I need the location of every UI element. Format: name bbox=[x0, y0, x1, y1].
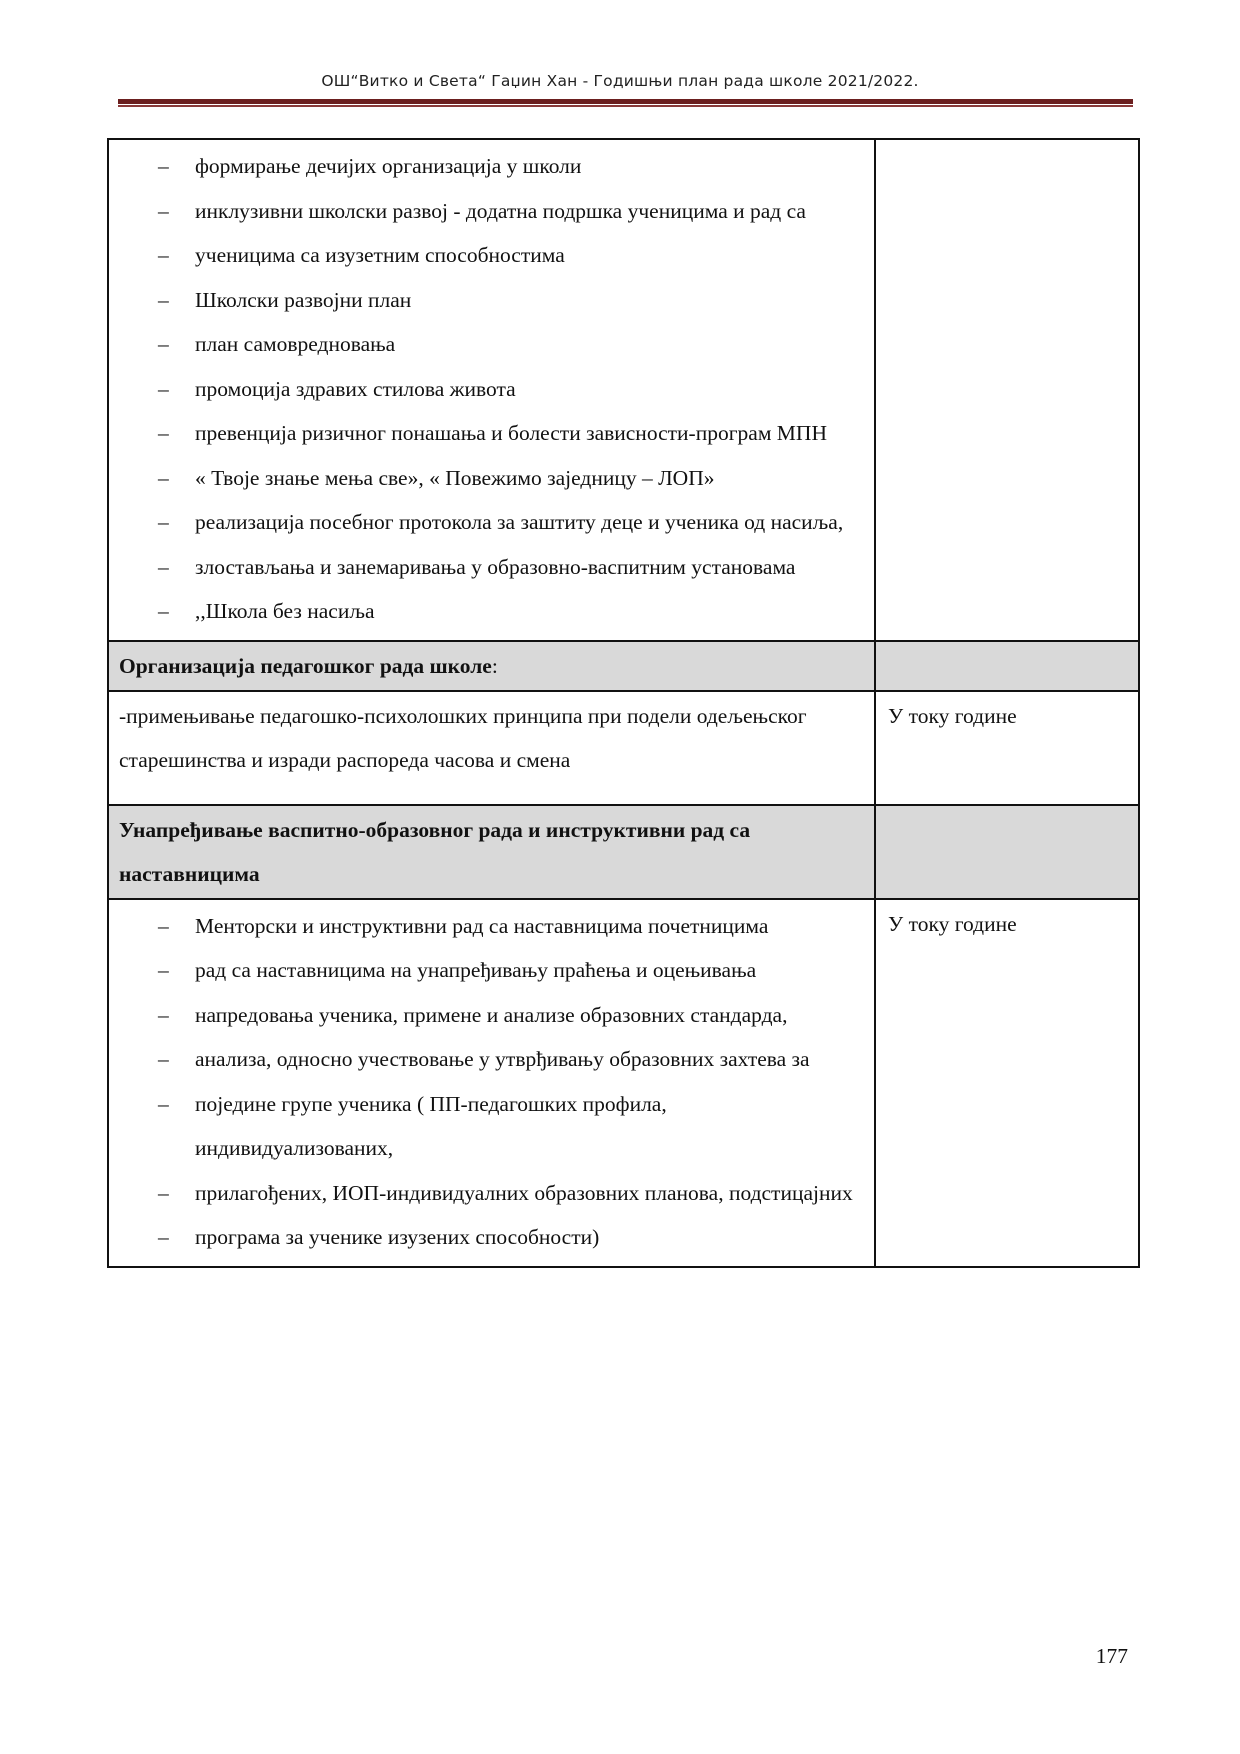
list-item: – Менторски и инструктивни рад са наставницима почетницима bbox=[109, 904, 874, 949]
section-heading-row bbox=[108, 805, 1139, 899]
list-item: – план самовредновања bbox=[109, 322, 874, 367]
section-body: -примењивање педагошко-психолошких принципа при подели одељењског старешинства и изради распореда часова и смена bbox=[108, 691, 875, 805]
section-heading-blank bbox=[875, 805, 1139, 899]
section-heading: Организација педагошког рада школе: bbox=[108, 641, 875, 691]
section-heading: Унапређивање васпитно-образовног рада и инструктивни рад са наставницима bbox=[108, 805, 875, 899]
list-item: – Школски развојни план bbox=[109, 278, 874, 323]
list-item: – програма за ученике изузених способности) bbox=[109, 1215, 874, 1260]
list-item: – прилагођених, ИОП-индивидуалних образовних планова, подстицајних bbox=[109, 1171, 874, 1216]
list-item: – « Твоје знање мења све», « Повежимо заједницу – ЛОП» bbox=[109, 456, 874, 501]
list-item: – ученицима са изузетним способностима bbox=[109, 233, 874, 278]
list-item: – напредовања ученика, примене и анализе образовних стандарда, bbox=[109, 993, 874, 1038]
activity-list bbox=[109, 140, 874, 640]
activities-cell bbox=[108, 899, 875, 1267]
page-number: 177 bbox=[1095, 1644, 1128, 1668]
list-item: – рад са наставницима на унапређивању праћења и оцењивања bbox=[109, 948, 874, 993]
list-item: – злостављања и занемаривања у образовно-васпитним установама bbox=[109, 545, 874, 590]
activities-cell bbox=[108, 139, 875, 641]
list-item: – инклузивни школски развој - додатна подршка ученицима и рад са bbox=[109, 189, 874, 234]
list-item: – ,,Школа без насиља bbox=[109, 589, 874, 634]
activity-list bbox=[109, 900, 874, 1266]
time-cell: У току године bbox=[875, 899, 1139, 1267]
header-rule bbox=[118, 99, 1133, 109]
plan-table bbox=[107, 138, 1140, 1268]
list-item: – промоција здравих стилова живота bbox=[109, 367, 874, 412]
list-item: – формирање дечијих организација у школи bbox=[109, 144, 874, 189]
section-heading-row bbox=[108, 641, 1139, 691]
table-row bbox=[108, 899, 1139, 1267]
list-item: – анализа, односно учествовање у утврђивању образовних захтева за bbox=[109, 1037, 874, 1082]
section-heading-blank bbox=[875, 641, 1139, 691]
list-item: – поједине групе ученика ( ПП-педагошких профила, индивидуализованих, bbox=[109, 1082, 874, 1171]
document-header: ОШ“Витко и Света“ Гаџин Хан - Годишњи план рада школе 2021/2022. bbox=[321, 72, 919, 90]
table-row bbox=[108, 691, 1139, 805]
time-cell: У току године bbox=[875, 691, 1139, 805]
table-row bbox=[108, 139, 1139, 641]
list-item: – реализација посебног протокола за заштиту деце и ученика од насиља, bbox=[109, 500, 874, 545]
time-cell bbox=[875, 139, 1139, 641]
list-item: – превенција ризичног понашања и болести зависности-програм МПН bbox=[109, 411, 874, 456]
